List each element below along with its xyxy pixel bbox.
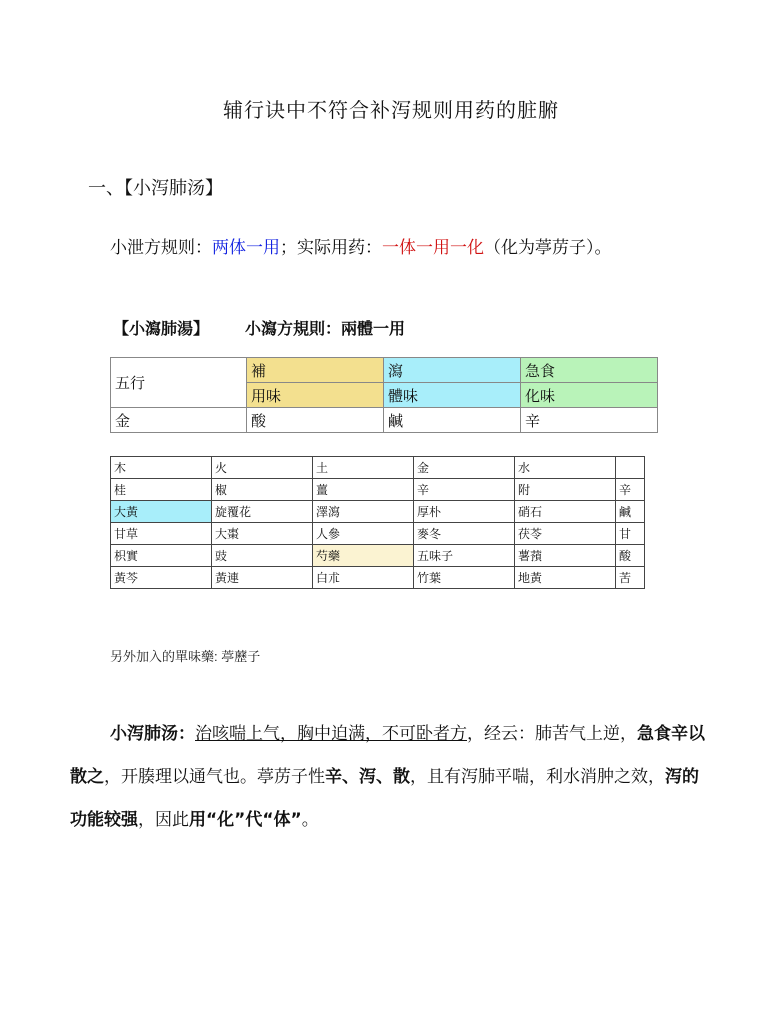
- table-cell: 旋覆花: [212, 501, 313, 523]
- table-cell: 酸: [247, 408, 384, 433]
- paragraph-bold: 泻的功能较强: [70, 767, 699, 830]
- figure-title-right: 小瀉方規則：兩體一用: [245, 321, 406, 338]
- table-cell: 五味子: [414, 545, 515, 567]
- paragraph-underlined: 治咳喘上气，胸中迫满，不可卧者方: [195, 724, 467, 744]
- table-cell: 人參: [313, 523, 414, 545]
- table-cell: 桂: [111, 479, 212, 501]
- table-cell: 硝石: [515, 501, 616, 523]
- section-heading: 一、【小泻肺汤】: [88, 178, 223, 199]
- table-cell: 附: [515, 479, 616, 501]
- table-cell: 用味: [247, 383, 384, 408]
- paragraph-bold: 用“化”代“体”: [189, 810, 302, 830]
- table-cell: 薑: [313, 479, 414, 501]
- figure-title-left: 【小瀉肺湯】: [113, 321, 210, 338]
- paragraph-lead: 小泻肺汤：: [110, 724, 195, 744]
- table-cell: 補: [247, 358, 384, 383]
- table-cell: 茯苓: [515, 523, 616, 545]
- table-cell: 苦: [616, 567, 645, 589]
- table-cell: 地黃: [515, 567, 616, 589]
- table-cell: 枳實: [111, 545, 212, 567]
- table-cell: 芍藥: [313, 545, 414, 567]
- table-row: [111, 479, 645, 501]
- table-cell: 金: [414, 457, 515, 479]
- table-cell: 厚朴: [414, 501, 515, 523]
- rule-value: 两体一用: [212, 238, 280, 258]
- paragraph-text: ，且有泻肺平喘，利水消肿之效，: [410, 767, 665, 787]
- figure-note: 另外加入的單味藥: 葶藶子: [110, 649, 261, 664]
- table-cell: 火: [212, 457, 313, 479]
- table-cell: 甘: [616, 523, 645, 545]
- table-cell: 鹹: [384, 408, 521, 433]
- table-cell: 甘草: [111, 523, 212, 545]
- table-row: [111, 567, 645, 589]
- table-cell: 辛: [616, 479, 645, 501]
- herb-table: [110, 456, 645, 589]
- rule-prefix: 小泄方规则：: [110, 238, 212, 258]
- rule-line: [110, 233, 612, 258]
- table-cell: 酸: [616, 545, 645, 567]
- table-cell: 澤瀉: [313, 501, 414, 523]
- table-cell: 辛: [521, 408, 658, 433]
- table-cell: 體味: [384, 383, 521, 408]
- table-cell: 薯蕷: [515, 545, 616, 567]
- paragraph-text: 。: [301, 810, 319, 830]
- table-cell: 化味: [521, 383, 658, 408]
- table-cell: 五行: [111, 358, 247, 408]
- table-cell: 急食: [521, 358, 658, 383]
- table-row: [111, 501, 645, 523]
- page-title: 辅行诀中不符合补泻规则用药的脏腑: [223, 98, 559, 122]
- paragraph-bold: 辛、泻、散: [325, 767, 410, 787]
- table-cell: 瀉: [384, 358, 521, 383]
- table-cell: 椒: [212, 479, 313, 501]
- table-cell: 鹹: [616, 501, 645, 523]
- table-cell: 木: [111, 457, 212, 479]
- table-row: [111, 358, 658, 383]
- table-cell: 辛: [414, 479, 515, 501]
- paragraph-text: ，因此: [138, 810, 189, 830]
- table-cell: 麥冬: [414, 523, 515, 545]
- table-cell: 白朮: [313, 567, 414, 589]
- actual-value: 一体一用一化: [382, 238, 484, 258]
- table-cell: 水: [515, 457, 616, 479]
- table-cell: 竹葉: [414, 567, 515, 589]
- table-row: [111, 408, 658, 433]
- table-cell: 土: [313, 457, 414, 479]
- table-row: [111, 457, 645, 479]
- paragraph-bold: 急食辛以散之: [70, 724, 705, 787]
- rule-suffix: （化为葶苈子）。: [484, 238, 612, 258]
- table-cell: [616, 457, 645, 479]
- table-row: [111, 545, 645, 567]
- rule-mid: ；实际用药：: [280, 238, 382, 258]
- body-paragraph: [70, 713, 710, 842]
- paragraph-text: ，开腠理以通气也。葶苈子性: [104, 767, 325, 787]
- table-cell: 大黃: [111, 501, 212, 523]
- table-row: [111, 523, 645, 545]
- table-cell: 金: [111, 408, 247, 433]
- table-cell: 黃芩: [111, 567, 212, 589]
- table-cell: 黃連: [212, 567, 313, 589]
- table-cell: 大棗: [212, 523, 313, 545]
- five-phase-table: [110, 357, 658, 433]
- figure-title: [113, 316, 405, 339]
- paragraph-text: ，经云：肺苦气上逆，: [467, 724, 637, 744]
- table-cell: 豉: [212, 545, 313, 567]
